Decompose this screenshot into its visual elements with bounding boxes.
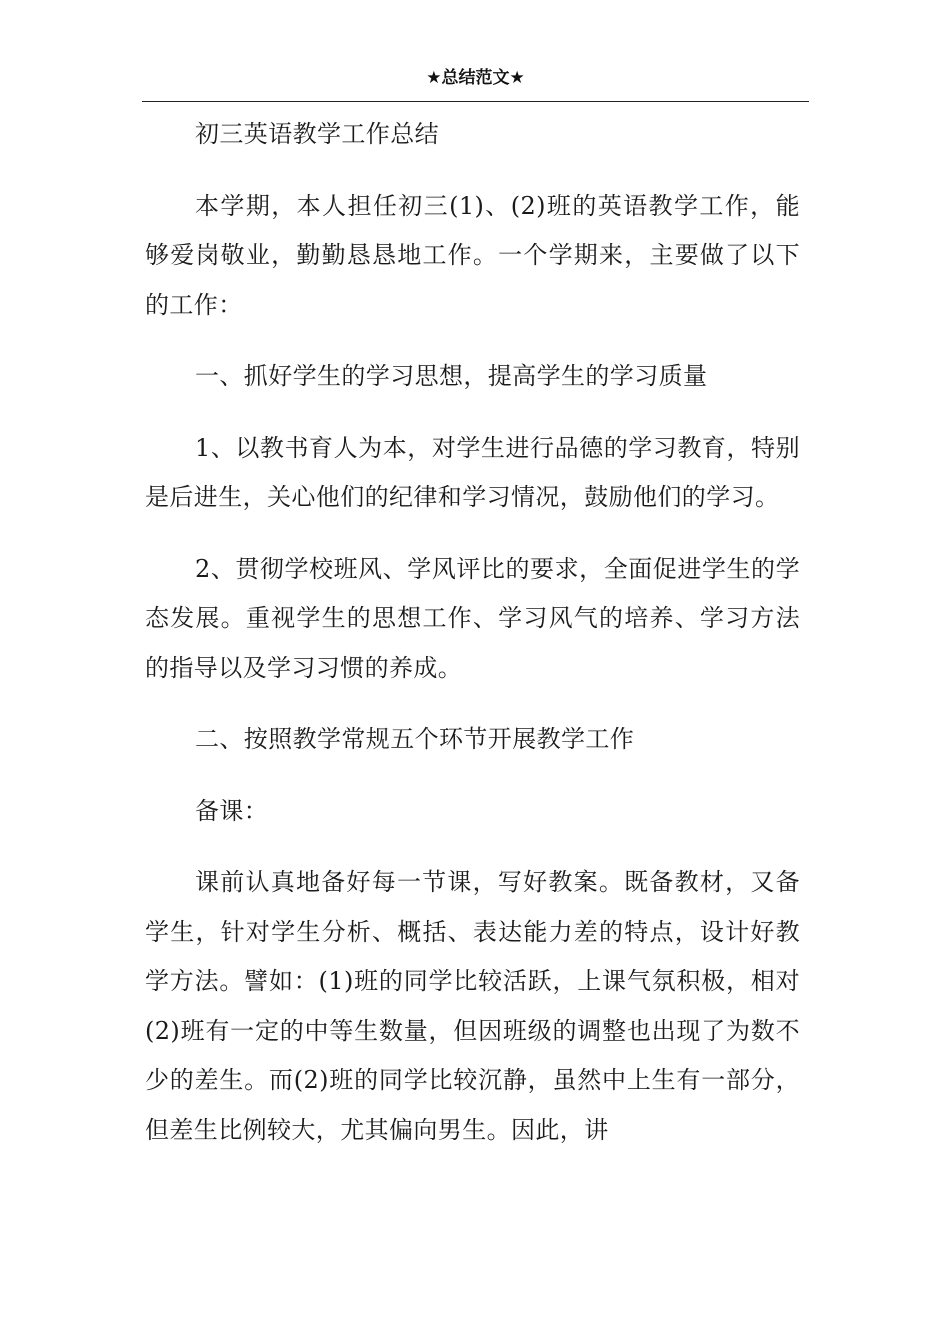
- paragraph-item-1: 1、以教书育人为本，对学生进行品德的学习教育，特别是后进生，关心他们的纪律和学习情况，鼓励他们的学习。: [145, 433, 800, 511]
- section-heading-2: 二、按照教学常规五个环节开展教学工作: [195, 725, 635, 753]
- paragraph-item-2: 2、贯彻学校班风、学风评比的要求，全面促进学生的学态发展。重视学生的思想工作、学习风气的培养、学习方法的指导以及学习习惯的养成。: [145, 554, 800, 682]
- document-heading: 初三英语教学工作总结: [195, 120, 439, 148]
- paragraph-intro: 本学期，本人担任初三(1)、(2)班的英语教学工作，能够爱岗敬业，勤勤恳恳地工作。一个学期来，主要做了以下的工作：: [145, 191, 800, 319]
- header-divider: [142, 101, 809, 102]
- paragraph-lesson-prep: 课前认真地备好每一节课，写好教案。既备教材，又备学生，针对学生分析、概括、表达能力差的特点，设计好教学方法。譬如：(1)班的同学比较活跃，上课气氛积极，相对(2)班有一定的中等生数量，但因班级的调整也出现了为数不少的差生。而(2)班的同学比较沉静，虽然中上生有一部分，但差生比例较大，尤其偏向男生。因此，讲: [145, 868, 800, 1144]
- document-body: [145, 110, 800, 1155]
- subheading-lesson-prep: 备课：: [195, 796, 269, 825]
- section-heading-1: 一、抓好学生的学习思想，提高学生的学习质量: [195, 362, 708, 390]
- page-header-title: ★总结范文★: [426, 68, 525, 88]
